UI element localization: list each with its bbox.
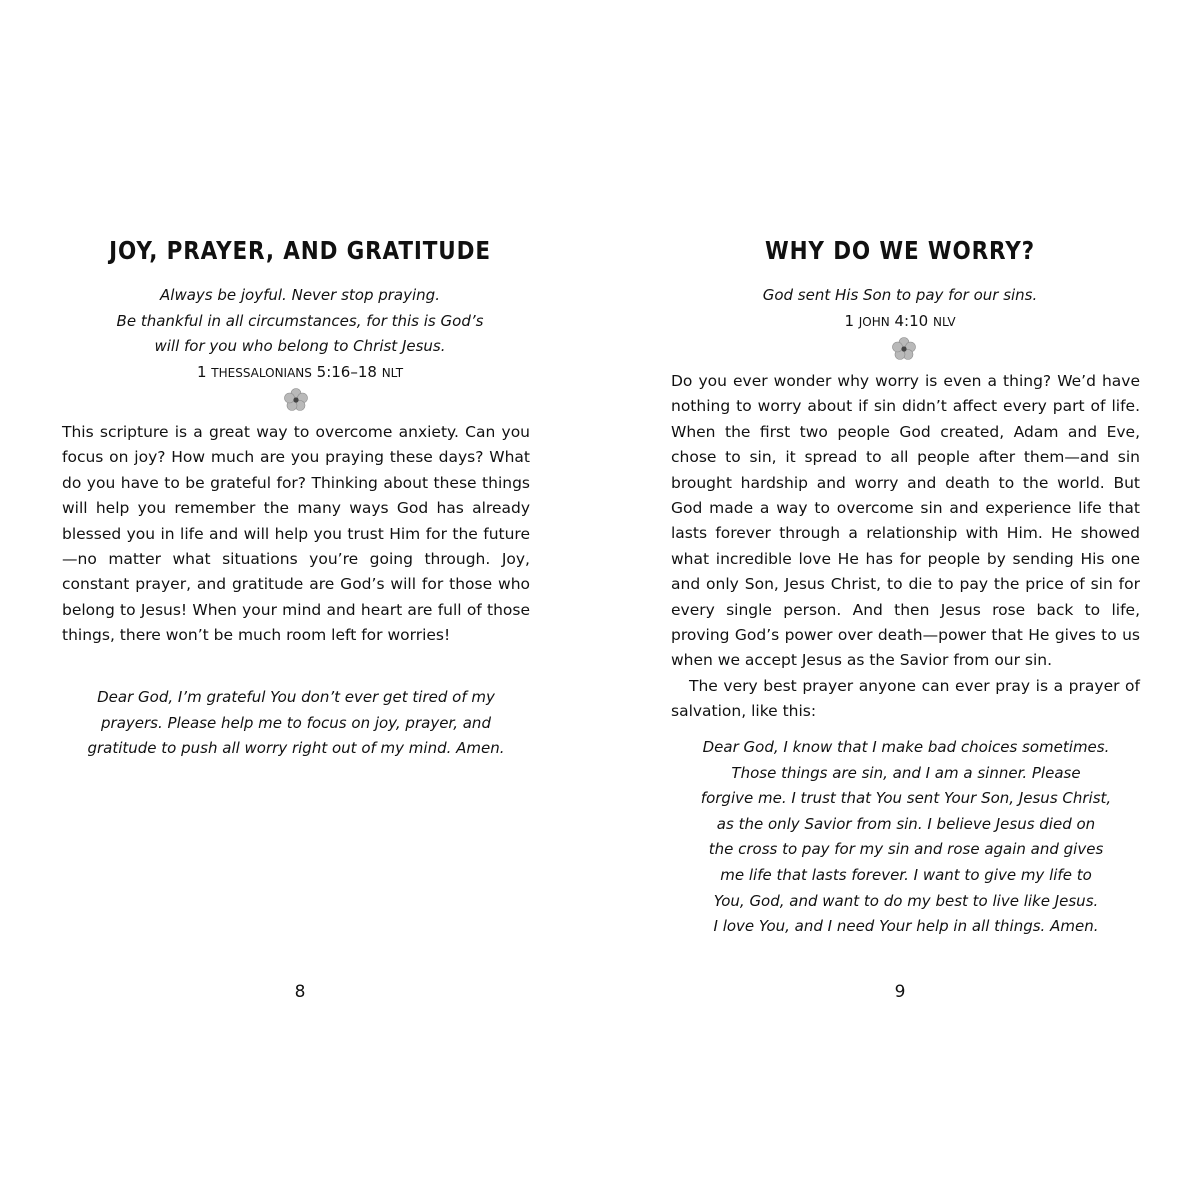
body-text [62,420,530,649]
prayer-line: gratitude to push all worry right out of my mind. Amen. [87,739,505,758]
body-text [671,369,1140,725]
prayer-line: Dear God, I’m grateful You don’t ever get tired of my [97,688,495,706]
prayer-text [50,685,542,762]
prayer-line: as the only Savior from sin. I believe Jesus died on [716,814,1096,833]
flower-icon [891,336,917,362]
verse-line: Be thankful in all circumstances, for this is God’s [116,311,484,330]
page-title: JOY, PRAYER, AND GRATITUDE [109,236,491,265]
verse-line: God sent His Son to pay for our sins. [762,286,1038,304]
scripture-verse [600,283,1200,335]
flower-icon [283,387,309,413]
page-title: WHY DO WE WORRY? [765,236,1035,265]
body-paragraph: This scripture is a great way to overcome anxiety. Can you focus on joy? How much are you praying these days? What do you have to be grateful for? Thinking about these things will help you remember the many ways God has already blessed you in life and will help you trust Him for the future—no matter what situations you’re going through. Joy, constant prayer, and gratitude are God’s will for those who belong to Jesus! When your mind and heart are full of those things, there won’t be much room left for worries! [62,423,530,645]
page-number: 9 [894,982,906,1002]
page-number: 8 [294,982,306,1002]
scripture-reference: 1 THESSALONIANS 5:16–18 NLT [196,362,404,381]
verse-line: will for you who belong to Christ Jesus. [154,337,446,355]
prayer-line: I love You, and I need Your help in all things. Amen. [713,917,1099,936]
prayer-line: You, God, and want to do my best to live like Jesus. [713,891,1099,910]
prayer-line: prayers. Please help me to focus on joy, prayer, and [101,713,491,732]
body-paragraph: The very best prayer anyone can ever pray is a prayer of salvation, like this: [671,676,1140,721]
prayer-line: Those things are sin, and I am a sinner. Please [731,763,1081,782]
scripture-reference: 1 JOHN 4:10 NLV [844,311,956,330]
body-paragraph: Do you ever wonder why worry is even a thing? We’d have nothing to worry about if sin didn’t affect every part of life. When the first two people God created, Adam and Eve, chose to sin, it spread to all people after them—and sin brought hardship and worry and death to the world. But God made a way to overcome sin and experience life that lasts forever through a relationship with Him. He showed what incredible love He has for people by sending His one and only Son, Jesus Christ, to die to pay the price of sin for every single person. And then Jesus rose back to life, proving God’s power over death—power that He gives to us when we accept Jesus as the Savior from our sin. [671,372,1140,670]
prayer-line: Dear God, I know that I make bad choices sometimes. [702,738,1110,756]
prayer-text [664,735,1148,940]
prayer-line: forgive me. I trust that You sent Your Son, Jesus Christ, [700,789,1112,808]
scripture-verse [0,283,600,386]
verse-line: Always be joyful. Never stop praying. [160,286,440,304]
prayer-line: me life that lasts forever. I want to give my life to [720,865,1092,884]
right-page [600,0,1200,1200]
prayer-line: the cross to pay for my sin and rose again and gives [708,840,1104,859]
